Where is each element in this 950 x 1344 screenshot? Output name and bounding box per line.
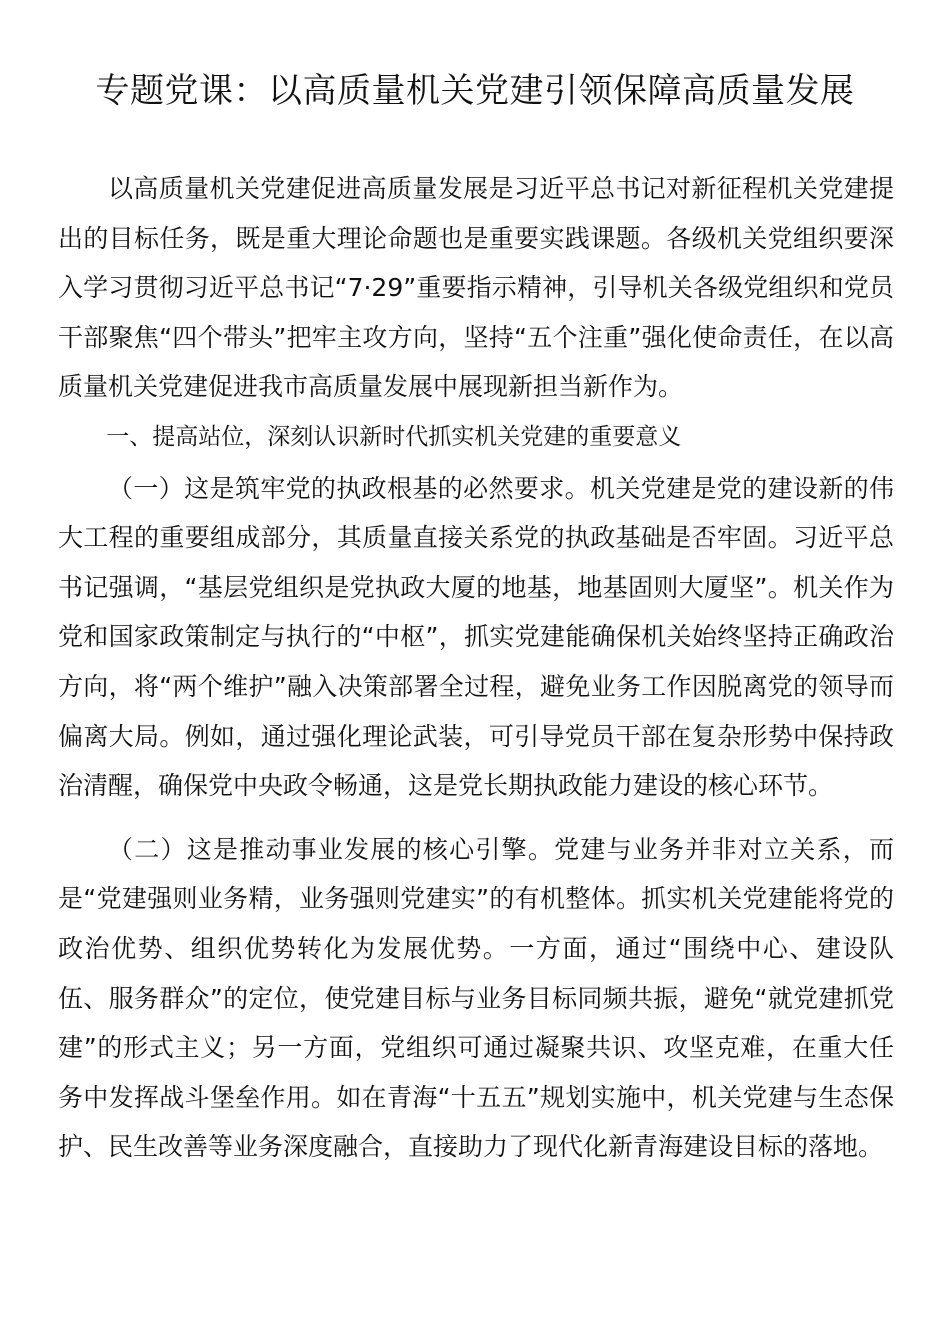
section-1-heading: 一、提高站位，深刻认识新时代抓实机关党建的重要意义 [106, 423, 682, 450]
document-body [58, 164, 894, 1172]
section-1-paragraph-1: （一）这是筑牢党的执政根基的必然要求。机关党建是党的建设新的伟大工程的重要组成部分，其质量直接关系党的执政基础是否牢固。习近平总书记强调，“基层党组织是党执政大厦的地基，地基固则大厦坚”。机关作为党和国家政策制定与执行的“中枢”，抓实党建能确保机关始终坚持正确政治方向，将“两个维护”融入决策部署全过程，避免业务工作因脱离党的领导而偏离大局。例如，通过强化理论武装，可引导党员干部在复杂形势中保持政治清醒，确保党中央政令畅通，这是党长期执政能力建设的核心环节。 [58, 473, 894, 801]
intro-paragraph: 以高质量机关党建促进高质量发展是习近平总书记对新征程机关党建提出的目标任务，既是重大理论命题也是重要实践课题。各级机关党组织要深入学习贯彻习近平总书记“7·29”重要指示精神，引导机关各级党组织和党员干部聚焦“四个带头”把牢主攻方向，坚持“五个注重”强化使命责任，在以高质量机关党建促进我市高质量发展中展现新担当新作为。 [58, 174, 894, 402]
document-title: 专题党课：以高质量机关党建引领保障高质量发展 [95, 71, 855, 111]
section-1-paragraph-2: （二）这是推动事业发展的核心引擎。党建与业务并非对立关系，而是“党建强则业务精，业务强则党建实”的有机整体。抓实机关党建能将党的政治优势、组织优势转化为发展优势。一方面，通过“围绕中心、建设队伍、服务群众”的定位，使党建目标与业务目标同频共振，避免“就党建抓党建”的形式主义；另一方面，党组织可通过凝聚共识、攻坚克难，在重大任务中发挥战斗堡垒作用。如在青海“十五五”规划实施中，机关党建与生态保护、民生改善等业务深度融合，直接助力了现代化新青海建设目标的落地。 [58, 834, 894, 1162]
